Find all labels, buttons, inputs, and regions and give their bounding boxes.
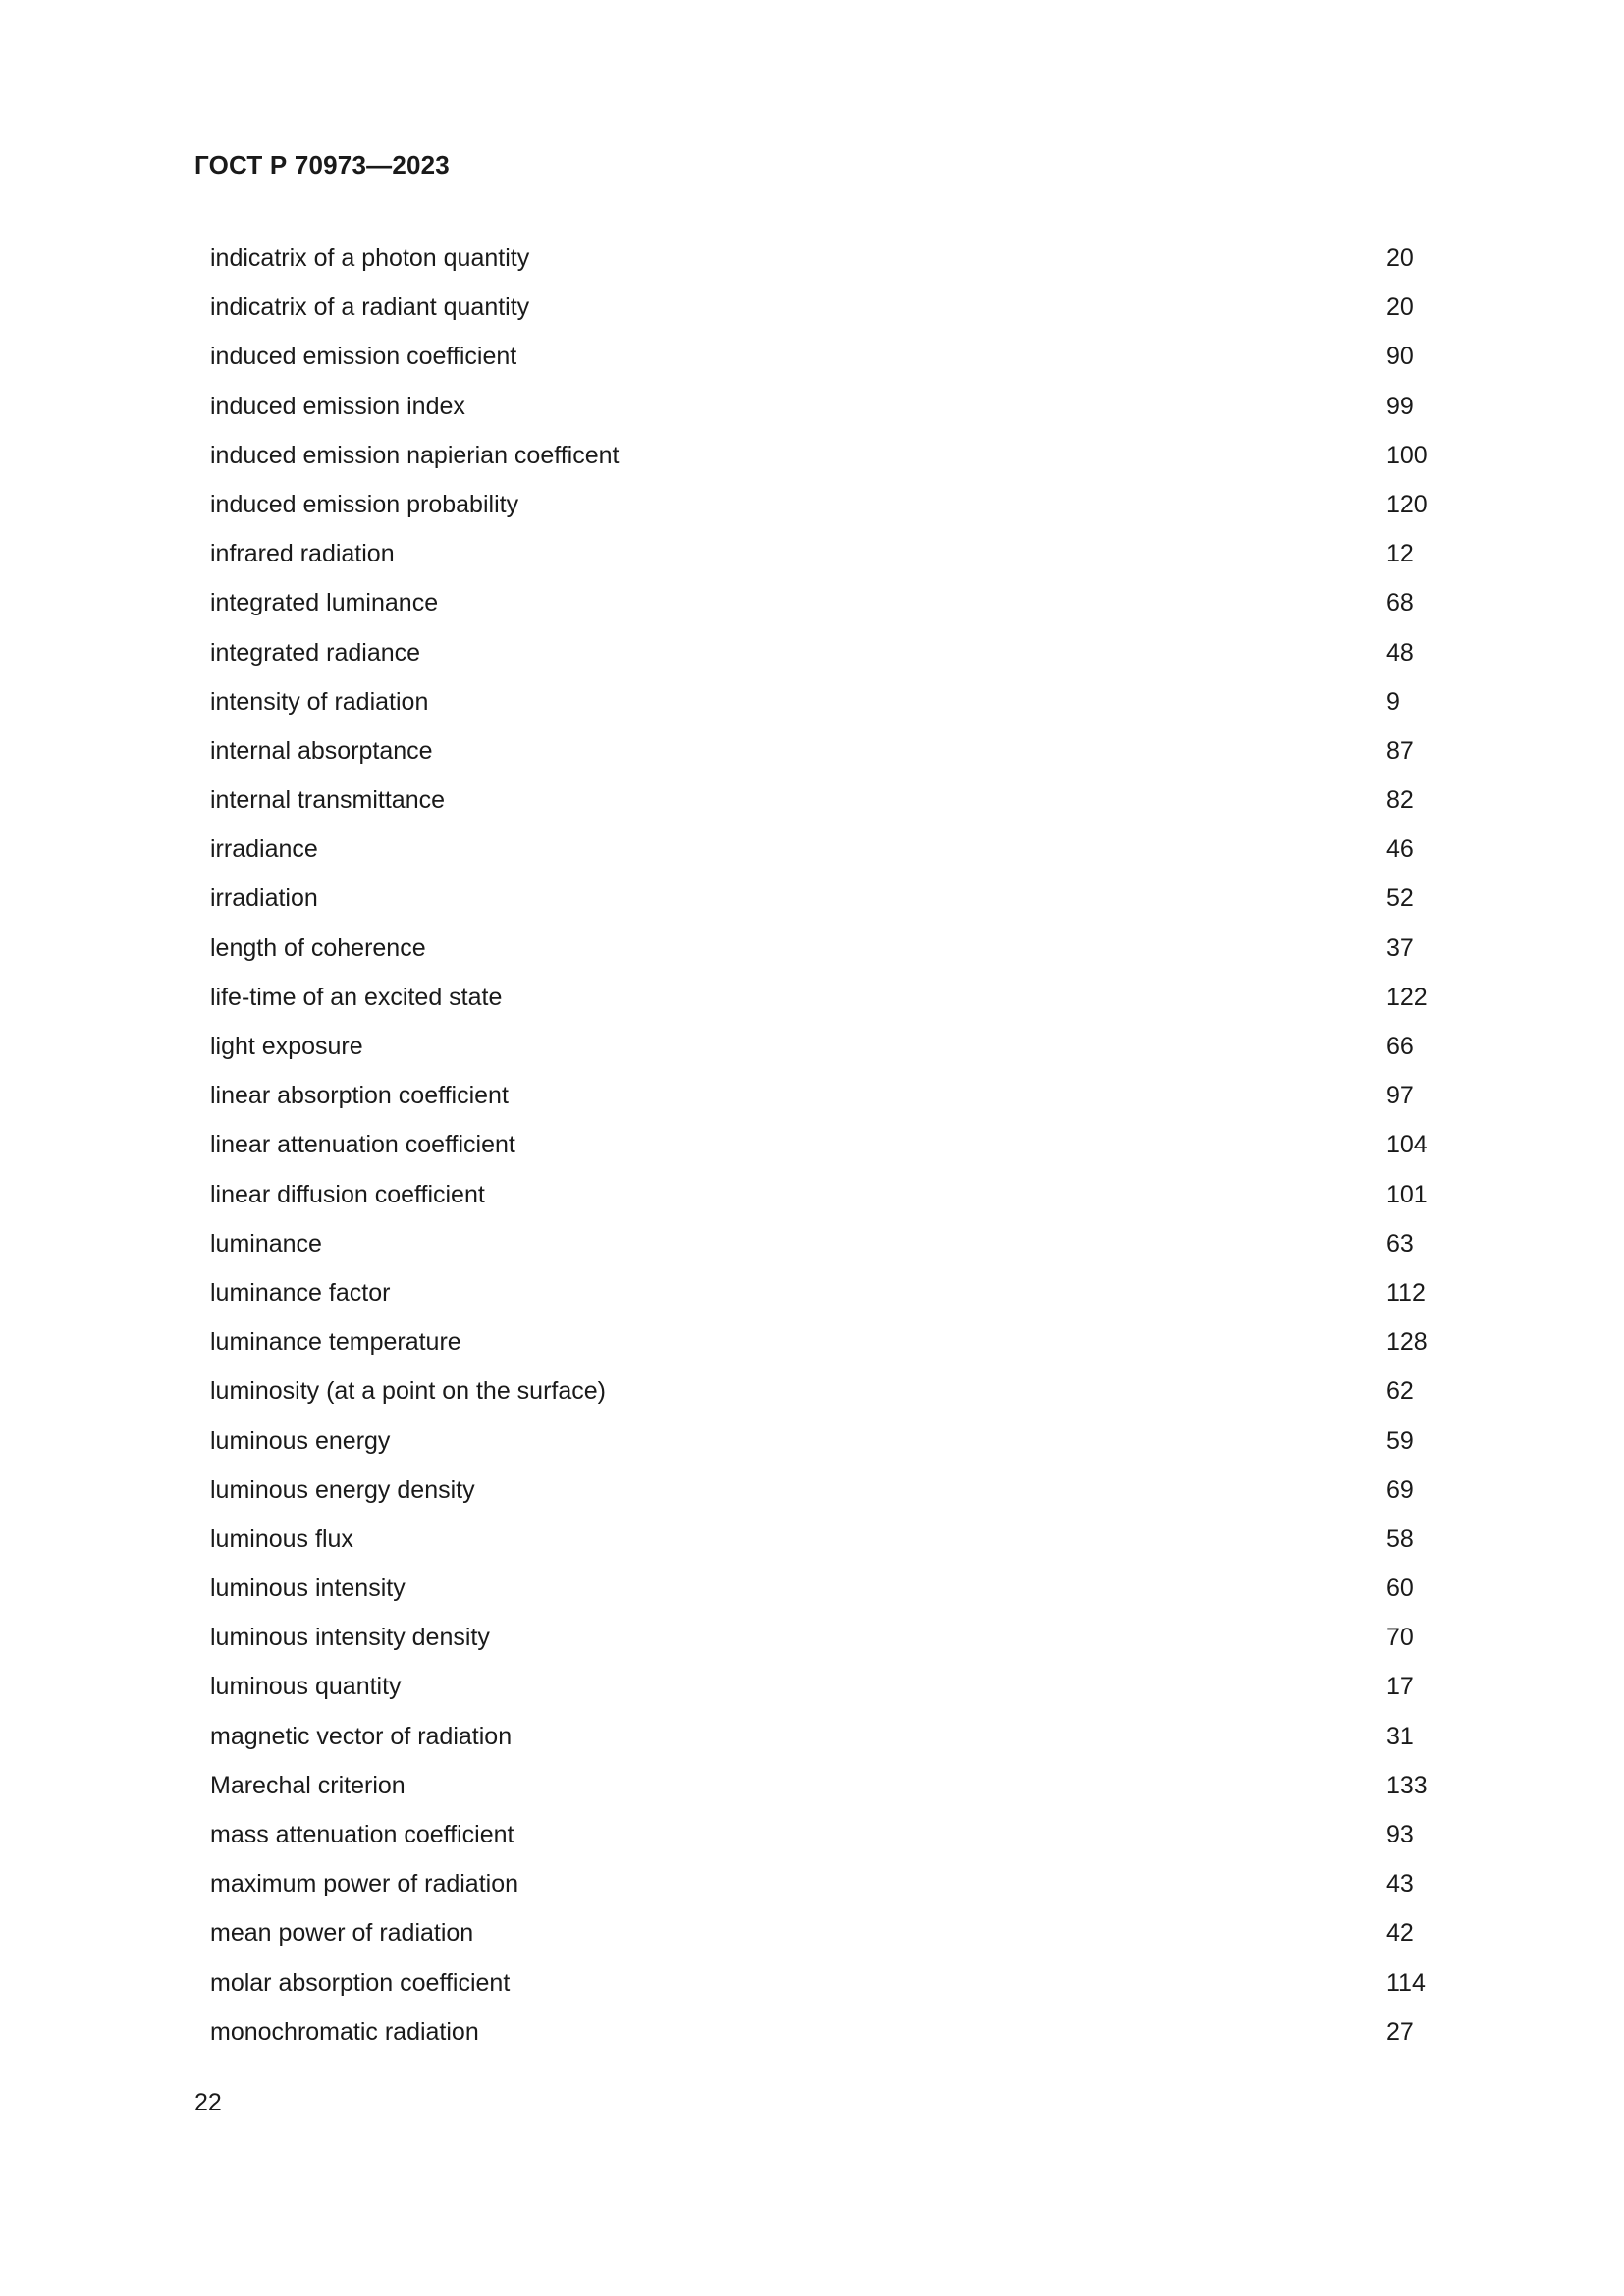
index-term-number: 52 xyxy=(1386,884,1414,913)
index-entry xyxy=(210,1219,1487,1268)
index-term: internal transmittance xyxy=(210,786,446,815)
index-term-number: 20 xyxy=(1386,244,1414,272)
index-entry xyxy=(210,2007,1487,2056)
document-header: ГОСТ Р 70973—2023 xyxy=(194,150,450,180)
index-term-number: 46 xyxy=(1386,835,1414,864)
index-term: indicatrix of a radiant quantity xyxy=(210,294,530,322)
index-entry xyxy=(210,1366,1487,1415)
index-entry xyxy=(210,431,1487,480)
index-term-number: 20 xyxy=(1386,294,1414,322)
index-entry xyxy=(210,874,1487,923)
index-term-number: 97 xyxy=(1386,1082,1414,1110)
index-entry xyxy=(210,382,1487,431)
index-term-number: 133 xyxy=(1386,1771,1428,1799)
index-entry xyxy=(210,283,1487,332)
index-term: induced emission napierian coefficent xyxy=(210,441,620,469)
index-term: linear absorption coefficient xyxy=(210,1082,509,1110)
index-entry xyxy=(210,677,1487,726)
index-term: mass attenuation coefficient xyxy=(210,1821,514,1848)
index-term: magnetic vector of radiation xyxy=(210,1722,513,1750)
index-entry xyxy=(210,578,1487,627)
index-entry xyxy=(210,924,1487,973)
index-entry xyxy=(210,1613,1487,1662)
index-term-number: 59 xyxy=(1386,1426,1414,1455)
page-number: 22 xyxy=(194,2089,222,2116)
index-term-number: 112 xyxy=(1386,1278,1426,1307)
index-entry xyxy=(210,775,1487,825)
index-term-number: 9 xyxy=(1386,687,1400,716)
index-term: linear diffusion coefficient xyxy=(210,1180,485,1208)
index-term: light exposure xyxy=(210,1033,363,1060)
index-entry xyxy=(210,1022,1487,1071)
index-term-number: 68 xyxy=(1386,589,1414,617)
index-entry xyxy=(210,973,1487,1022)
index-entry xyxy=(210,480,1487,529)
index-term-number: 114 xyxy=(1386,1968,1426,1997)
index-term: irradiation xyxy=(210,884,318,913)
index-entry xyxy=(210,1761,1487,1810)
index-list xyxy=(210,234,1487,2056)
index-term-number: 48 xyxy=(1386,638,1414,667)
index-entry xyxy=(210,234,1487,283)
index-term: irradiance xyxy=(210,835,318,864)
index-term-number: 42 xyxy=(1386,1919,1414,1948)
index-term: luminous intensity xyxy=(210,1575,406,1603)
index-term: luminosity (at a point on the surface) xyxy=(210,1377,606,1406)
index-term: luminous energy density xyxy=(210,1475,475,1504)
index-term: induced emission coefficient xyxy=(210,343,517,371)
index-entry xyxy=(210,1071,1487,1120)
index-entry xyxy=(210,1170,1487,1219)
index-entry xyxy=(210,1712,1487,1761)
index-term: luminance temperature xyxy=(210,1328,461,1357)
index-term: linear attenuation coefficient xyxy=(210,1131,515,1159)
index-term-number: 69 xyxy=(1386,1475,1414,1504)
index-term-number: 17 xyxy=(1386,1673,1414,1701)
index-entry xyxy=(210,1958,1487,2007)
index-term-number: 66 xyxy=(1386,1033,1414,1060)
index-entry xyxy=(210,1515,1487,1564)
index-entry xyxy=(210,628,1487,677)
index-entry xyxy=(210,1662,1487,1711)
index-term-number: 90 xyxy=(1386,343,1414,371)
index-term: length of coherence xyxy=(210,934,426,962)
index-term-number: 31 xyxy=(1386,1722,1414,1750)
index-term: luminous energy xyxy=(210,1426,391,1455)
index-entry xyxy=(210,1810,1487,1859)
index-entry xyxy=(210,726,1487,775)
index-entry xyxy=(210,1859,1487,1908)
index-entry xyxy=(210,825,1487,874)
index-term: internal absorptance xyxy=(210,736,433,765)
index-term-number: 58 xyxy=(1386,1524,1414,1553)
index-term: infrared radiation xyxy=(210,540,395,568)
index-term-number: 87 xyxy=(1386,736,1414,765)
index-entry xyxy=(210,1120,1487,1169)
index-term: life-time of an excited state xyxy=(210,983,503,1011)
index-term-number: 37 xyxy=(1386,934,1414,962)
index-term-number: 82 xyxy=(1386,786,1414,815)
index-term-number: 63 xyxy=(1386,1229,1414,1257)
index-term: integrated luminance xyxy=(210,589,439,617)
index-term-number: 104 xyxy=(1386,1131,1428,1159)
index-term-number: 93 xyxy=(1386,1821,1414,1848)
index-entry xyxy=(210,1268,1487,1317)
index-term: integrated radiance xyxy=(210,638,421,667)
index-term-number: 60 xyxy=(1386,1575,1414,1603)
index-term-number: 12 xyxy=(1386,540,1414,568)
index-entry xyxy=(210,529,1487,578)
index-term: maximum power of radiation xyxy=(210,1870,519,1898)
index-entry xyxy=(210,1416,1487,1466)
index-term: mean power of radiation xyxy=(210,1919,474,1948)
index-entry xyxy=(210,1564,1487,1613)
index-term-number: 122 xyxy=(1386,983,1428,1011)
index-term: induced emission index xyxy=(210,392,465,420)
index-term: luminous intensity density xyxy=(210,1624,490,1652)
index-term: indicatrix of a photon quantity xyxy=(210,244,530,272)
index-term-number: 99 xyxy=(1386,392,1414,420)
index-entry xyxy=(210,1908,1487,1957)
index-term: Marechal criterion xyxy=(210,1771,406,1799)
index-term-number: 128 xyxy=(1386,1328,1428,1357)
index-term: monochromatic radiation xyxy=(210,2017,479,2046)
index-term-number: 43 xyxy=(1386,1870,1414,1898)
index-entry xyxy=(210,1466,1487,1515)
index-entry xyxy=(210,332,1487,381)
index-term: luminance xyxy=(210,1229,322,1257)
index-term-number: 62 xyxy=(1386,1377,1414,1406)
index-term: induced emission probability xyxy=(210,490,519,518)
index-term: molar absorption coefficient xyxy=(210,1968,511,1997)
index-term: luminous quantity xyxy=(210,1673,402,1701)
index-term-number: 120 xyxy=(1386,490,1428,518)
index-term-number: 100 xyxy=(1386,441,1428,469)
index-term: intensity of radiation xyxy=(210,687,429,716)
index-term-number: 70 xyxy=(1386,1624,1414,1652)
index-term: luminous flux xyxy=(210,1524,353,1553)
index-term: luminance factor xyxy=(210,1278,391,1307)
index-entry xyxy=(210,1317,1487,1366)
index-term-number: 101 xyxy=(1386,1180,1428,1208)
index-term-number: 27 xyxy=(1386,2017,1414,2046)
